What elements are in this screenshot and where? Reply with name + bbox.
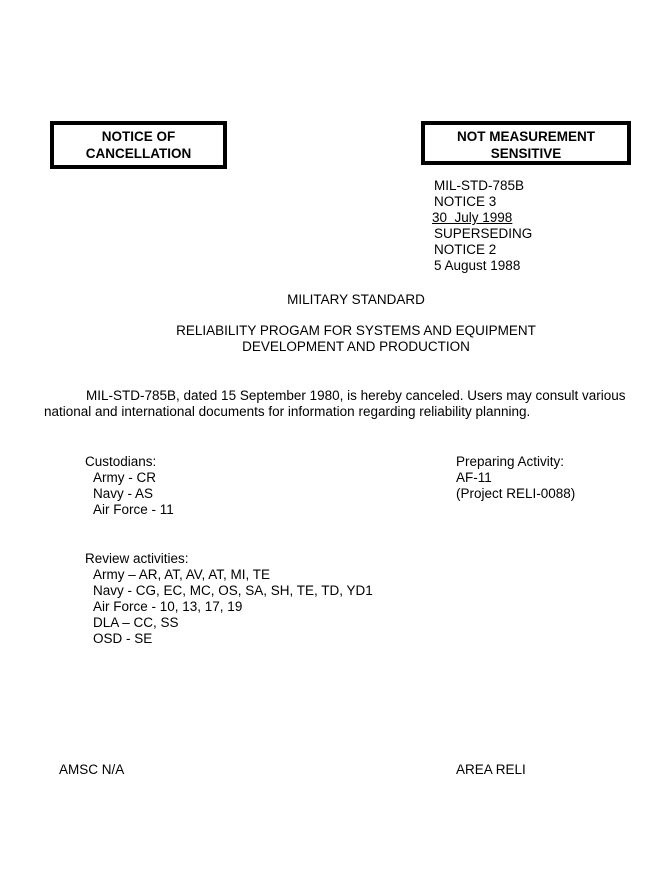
preparing-activity-code: AF-11 [456,470,492,485]
notice-of-cancellation-box [50,121,227,169]
sensitivity-box-line1: NOT MEASUREMENT [457,129,595,144]
preparing-activity-block [456,454,575,502]
title-line1: RELIABILITY PROGAM FOR SYSTEMS AND EQUIPMENT [176,323,536,338]
previous-notice-date: 5 August 1988 [434,258,521,273]
review-activity-item: Navy - CG, EC, MC, OS, SA, SH, TE, TD, YD1 [93,583,373,598]
superseding-label: SUPERSEDING [434,226,533,241]
notice-number: NOTICE 3 [434,194,497,209]
review-activities-block [85,551,373,647]
review-activities-label: Review activities: [85,551,189,566]
custodian-item: Navy - AS [93,486,154,501]
sensitivity-box-line2: SENSITIVE [490,146,562,161]
custodian-item: Army - CR [93,470,156,485]
review-activity-item: Army – AR, AT, AV, AT, MI, TE [93,567,271,582]
body-line2: national and international documents for information regarding reliability planning. [44,404,531,419]
body-line1: MIL-STD-785B, dated 15 September 1980, is hereby canceled. Users may consult various [86,388,626,403]
review-activity-item: DLA – CC, SS [93,615,179,630]
not-measurement-sensitive-box [421,121,631,165]
review-activity-item: OSD - SE [93,631,153,646]
notice-date: 30 July 1998 [432,210,513,225]
standard-heading: MILITARY STANDARD [287,292,425,307]
document-identifier-block [434,178,532,274]
previous-notice: NOTICE 2 [434,242,497,257]
review-activity-item: Air Force - 10, 13, 17, 19 [93,599,243,614]
standard-number: MIL-STD-785B [434,178,525,193]
notice-box-line2: CANCELLATION [85,146,192,161]
custodian-item: Air Force - 11 [93,502,174,517]
custodians-label: Custodians: [85,454,157,469]
notice-box-line1: NOTICE OF [101,129,176,144]
amsc-label: AMSC N/A [59,762,125,777]
custodians-block [85,454,174,518]
preparing-activity-project: (Project RELI-0088) [456,486,576,501]
cancellation-paragraph [44,388,654,420]
document-title [0,323,672,355]
preparing-activity-label: Preparing Activity: [456,454,565,469]
area-label: AREA RELI [456,762,526,777]
title-line2: DEVELOPMENT AND PRODUCTION [242,339,470,354]
